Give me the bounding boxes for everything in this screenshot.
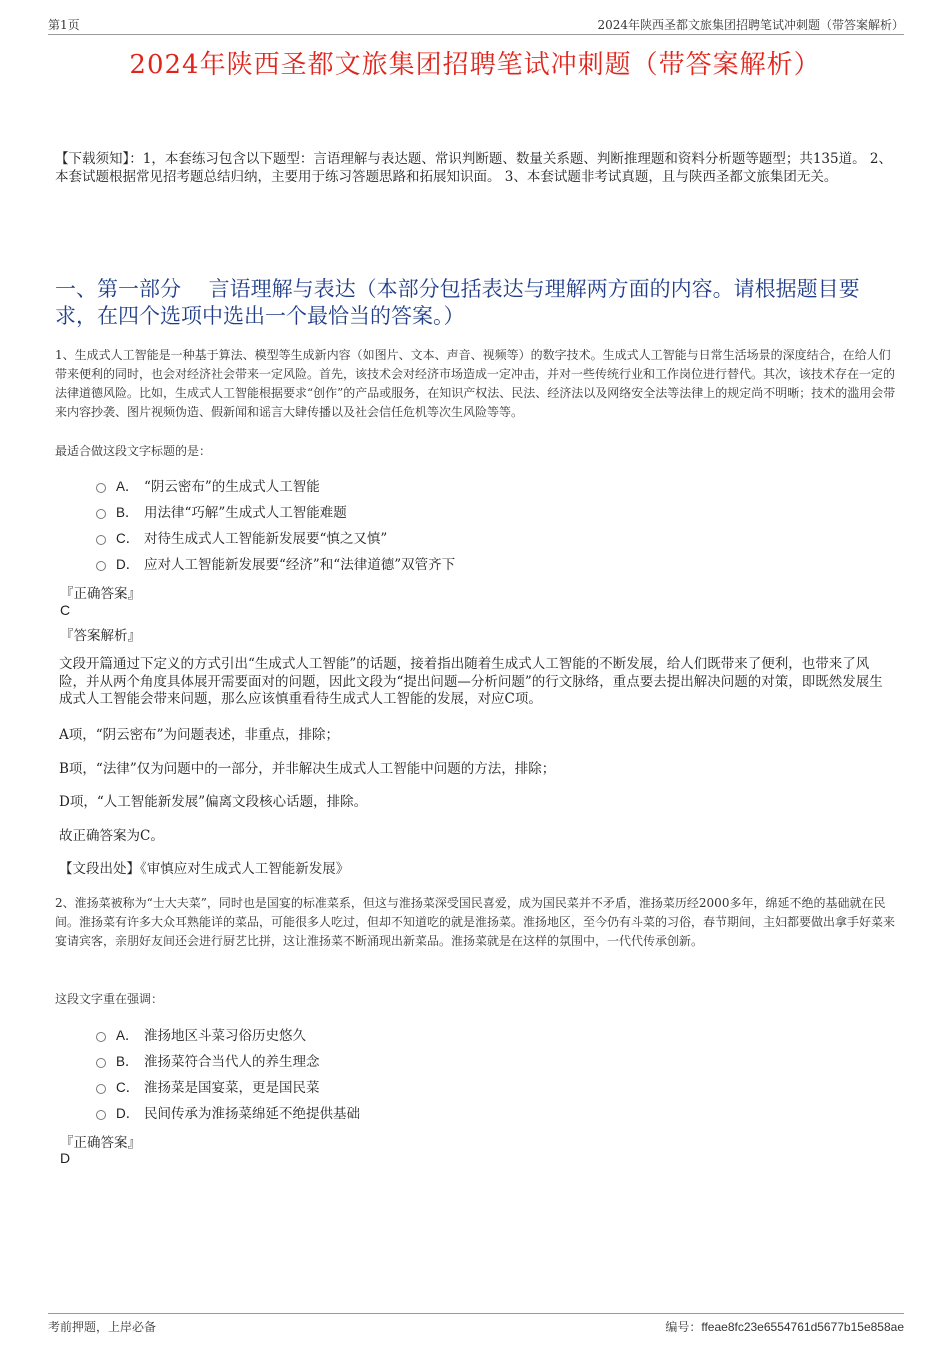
- analysis-label: 『答案解析』: [60, 628, 141, 644]
- option-a[interactable]: A． “阴云密布”的生成式人工智能: [96, 472, 876, 498]
- option-a[interactable]: A． 淮扬地区斗菜习俗历史悠久: [96, 1021, 876, 1047]
- header-doc-title: 2024年陕西圣都文旅集团招聘笔试冲刺题（带答案解析）: [597, 18, 904, 32]
- footer-slogan: 考前押题，上岸必备: [48, 1320, 157, 1334]
- answer-label: 『正确答案』: [60, 586, 141, 602]
- radio-icon[interactable]: [96, 561, 106, 571]
- question-2-stem: 2、淮扬菜被称为“士大夫菜”，同时也是国宴的标准菜系，但这与淮扬菜深受国民喜爱，成为国民菜并不矛盾，淮扬菜历经2000多年，绵延不绝的基础就在民间。淮扬菜有许多大众耳熟能详的菜品，可能很多人吃过，但却不知道吃的就是淮扬菜。淮扬地区，至今仍有斗菜的习俗，春节期间，主妇都要做出拿手好菜来宴请宾客，亲朋好友间还会进行厨艺比拼，这让淮扬菜不断涌现出新菜品。淮扬菜就是在这样的氛围中，一代代传承创新。: [55, 896, 896, 948]
- option-b[interactable]: B． 用法律“巧解”生成式人工智能难题: [96, 498, 876, 524]
- question-1-options: [96, 472, 876, 576]
- answer-label: 『正确答案』: [60, 1135, 141, 1151]
- question-1-prompt: 最适合做这段文字标题的是：: [55, 444, 212, 458]
- option-b[interactable]: B． 淮扬菜符合当代人的养生理念: [96, 1047, 876, 1073]
- radio-icon[interactable]: [96, 1032, 106, 1042]
- page-number: 第1页: [48, 18, 80, 32]
- section-title: 一、第一部分 言语理解与表达（本部分包括表达与理解两方面的内容。请根据题目要求，在四个选项中选出一个最恰当的答案。）: [55, 277, 860, 328]
- analysis-paragraph: 文段开篇通过下定义的方式引出“生成式人工智能”的话题，接着指出随着生成式人工智能的不断发展，给人们既带来了便利，也带来了风险，并从两个角度具体展开需要面对的问题，因此文段为“提出问题—分析问题”的行文脉络，重点要去提出解决问题的对策，即既然发展生成式人工智能会带来问题，那么应该慎重看待生成式人工智能的发展，对应C项。: [59, 656, 883, 707]
- radio-icon[interactable]: [96, 1084, 106, 1094]
- option-d[interactable]: D． 民间传承为淮扬菜绵延不绝提供基础: [96, 1099, 876, 1125]
- option-c[interactable]: C． 淮扬菜是国宴菜，更是国民菜: [96, 1073, 876, 1099]
- analysis-option-b: B项，“法律”仅为问题中的一部分，并非解决生成式人工智能中问题的方法，排除；: [59, 761, 556, 777]
- analysis-option-a: A项，“阴云密布”为问题表述，非重点，排除；: [59, 727, 340, 743]
- question-2-prompt: 这段文字重在强调：: [55, 992, 164, 1006]
- analysis-source: 【文段出处】《审慎应对生成式人工智能新发展》: [59, 861, 350, 877]
- question-1-stem: 1、生成式人工智能是一种基于算法、模型等生成新内容（如图片、文本、声音、视频等）的数字技术。生成式人工智能与日常生活场景的深度结合，在给人们带来便利的同时，也会对经济社会带来一定风险。首先，该技术会对经济市场造成一定冲击，并对一些传统行业和工作岗位进行替代。其次，该技术存在一定的法律道德风险。比如，生成式人工智能根据要求“创作”的产品或服务，在知识产权法、民法、经济法以及网络安全法等法律上的规定尚不明晰；技术的滥用会带来内容抄袭、图片视频伪造、假新闻和谣言大肆传播以及社会信任危机等次生风险等等。: [55, 348, 896, 419]
- radio-icon[interactable]: [96, 483, 106, 493]
- download-notice: 【下载须知】：1，本套练习包含以下题型：言语理解与表达题、常识判断题、数量关系题、判断推理题和资料分析题等题型；共135道。 2、本套试题根据常见招考题总结归纳，主要用于练习答题思路和拓展知识面。 3、本套试题非考试真题，且与陕西圣都文旅集团无关。: [55, 151, 892, 185]
- radio-icon[interactable]: [96, 509, 106, 519]
- analysis-option-d: D项，“人工智能新发展”偏离文段核心话题，排除。: [59, 794, 368, 810]
- option-d[interactable]: D． 应对人工智能新发展要“经济”和“法律道德”双管齐下: [96, 550, 876, 576]
- radio-icon[interactable]: [96, 535, 106, 545]
- answer-value: D: [60, 1150, 71, 1166]
- footer-code: 编号：ffeae8fc23e6554761d5677b15e858ae: [665, 1320, 904, 1334]
- option-c[interactable]: C． 对待生成式人工智能新发展要“慎之又慎”: [96, 524, 876, 550]
- question-2-options: [96, 1021, 876, 1125]
- page-header: [48, 14, 904, 35]
- page-footer: [48, 1313, 904, 1334]
- radio-icon[interactable]: [96, 1110, 106, 1120]
- document-title: 2024年陕西圣都文旅集团招聘笔试冲刺题（带答案解析）: [129, 50, 821, 80]
- answer-value: C: [60, 602, 71, 618]
- radio-icon[interactable]: [96, 1058, 106, 1068]
- analysis-conclusion: 故正确答案为C。: [59, 828, 164, 844]
